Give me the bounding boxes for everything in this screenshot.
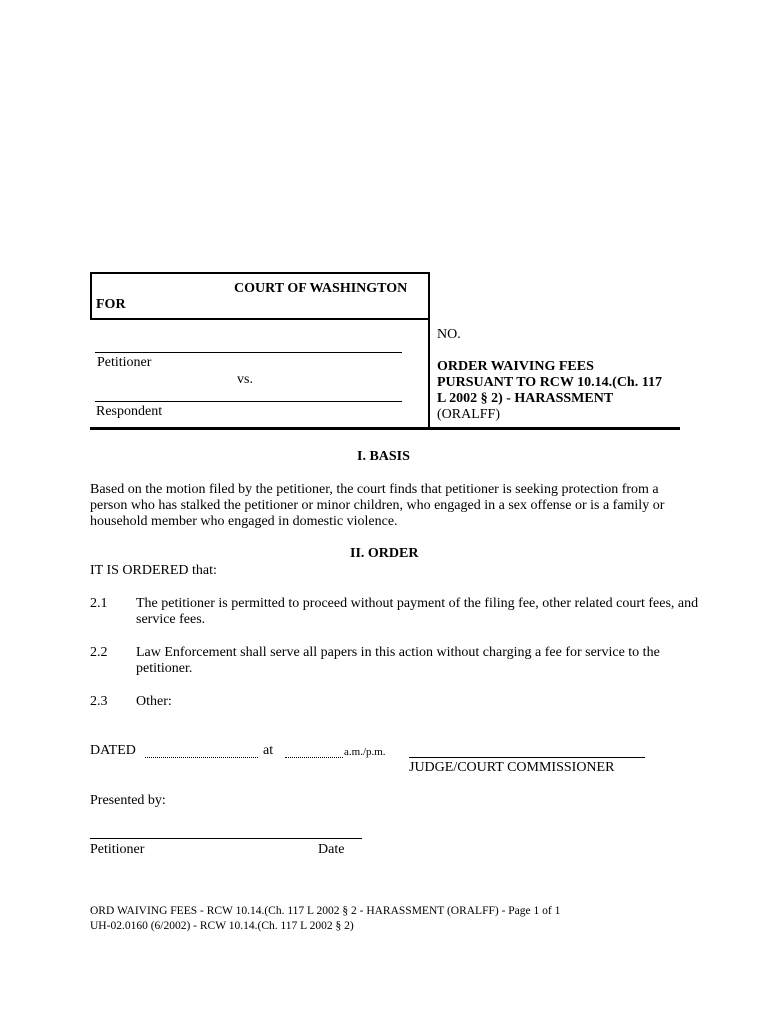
footer-line1: ORD WAIVING FEES - RCW 10.14.(Ch. 117 L 2002 § 2 - HARASSMENT (ORALFF) - Page 1 of 1: [90, 905, 561, 917]
presented-by-label: Presented by:: [90, 793, 166, 808]
petitioner-label: Petitioner: [97, 355, 152, 370]
respondent-name-line: [95, 401, 402, 402]
for-label: FOR: [96, 297, 126, 312]
order-intro: IT IS ORDERED that:: [90, 563, 217, 578]
at-label: at: [263, 743, 274, 758]
footer-line2: UH-02.0160 (6/2002) - RCW 10.14.(Ch. 117 L 2002 § 2): [90, 920, 354, 932]
order-item-number: 2.3: [90, 694, 108, 709]
court-name: COURT OF WASHINGTON: [234, 281, 408, 296]
document-title-line3: L 2002 § 2) - HARASSMENT: [437, 391, 614, 406]
signature-date-label: Date: [318, 842, 345, 857]
order-item-number: 2.2: [90, 645, 108, 660]
order-item-text-line1: Law Enforcement shall serve all papers in this action without charging a fee for service to the: [136, 645, 660, 660]
document-title-line1: ORDER WAIVING FEES: [437, 359, 594, 374]
order-item-number: 2.1: [90, 596, 108, 611]
ampm-label: a.m./p.m.: [344, 746, 386, 758]
dated-time-blank[interactable]: [285, 757, 343, 758]
petitioner-signature-label: Petitioner: [90, 842, 145, 857]
order-item-text-line2: petitioner.: [136, 661, 193, 676]
order-item-text-line1: Other:: [136, 694, 172, 709]
basis-text-line3: household member who engaged in domestic violence.: [90, 514, 398, 529]
judge-label: JUDGE/COURT COMMISSIONER: [409, 760, 615, 775]
caption-bottom-rule: [90, 427, 680, 430]
dated-label: DATED: [90, 743, 136, 758]
case-number-label: NO.: [437, 327, 461, 342]
respondent-label: Respondent: [96, 404, 163, 419]
dated-date-blank[interactable]: [145, 757, 258, 758]
judge-signature-line[interactable]: [409, 757, 645, 758]
document-title-line2: PURSUANT TO RCW 10.14.(Ch. 117: [437, 375, 662, 390]
petitioner-name-line: [95, 352, 402, 353]
order-item-text-line2: service fees.: [136, 612, 206, 627]
document-code: (ORALFF): [437, 407, 501, 422]
order-item-text-line1: The petitioner is permitted to proceed without payment of the filing fee, other related court fees, and: [136, 596, 699, 611]
petitioner-signature-line[interactable]: [90, 838, 362, 839]
versus-label: vs.: [237, 372, 253, 387]
order-heading: II. ORDER: [350, 546, 419, 561]
basis-text-line2: person who has stalked the petitioner or minor children, who engaged in a sex offense or is a family or: [90, 498, 665, 513]
basis-heading: I. BASIS: [357, 449, 410, 464]
basis-text-line1: Based on the motion filed by the petitioner, the court finds that petitioner is seeking protection from a: [90, 482, 659, 497]
caption-right-rule: [428, 320, 430, 428]
